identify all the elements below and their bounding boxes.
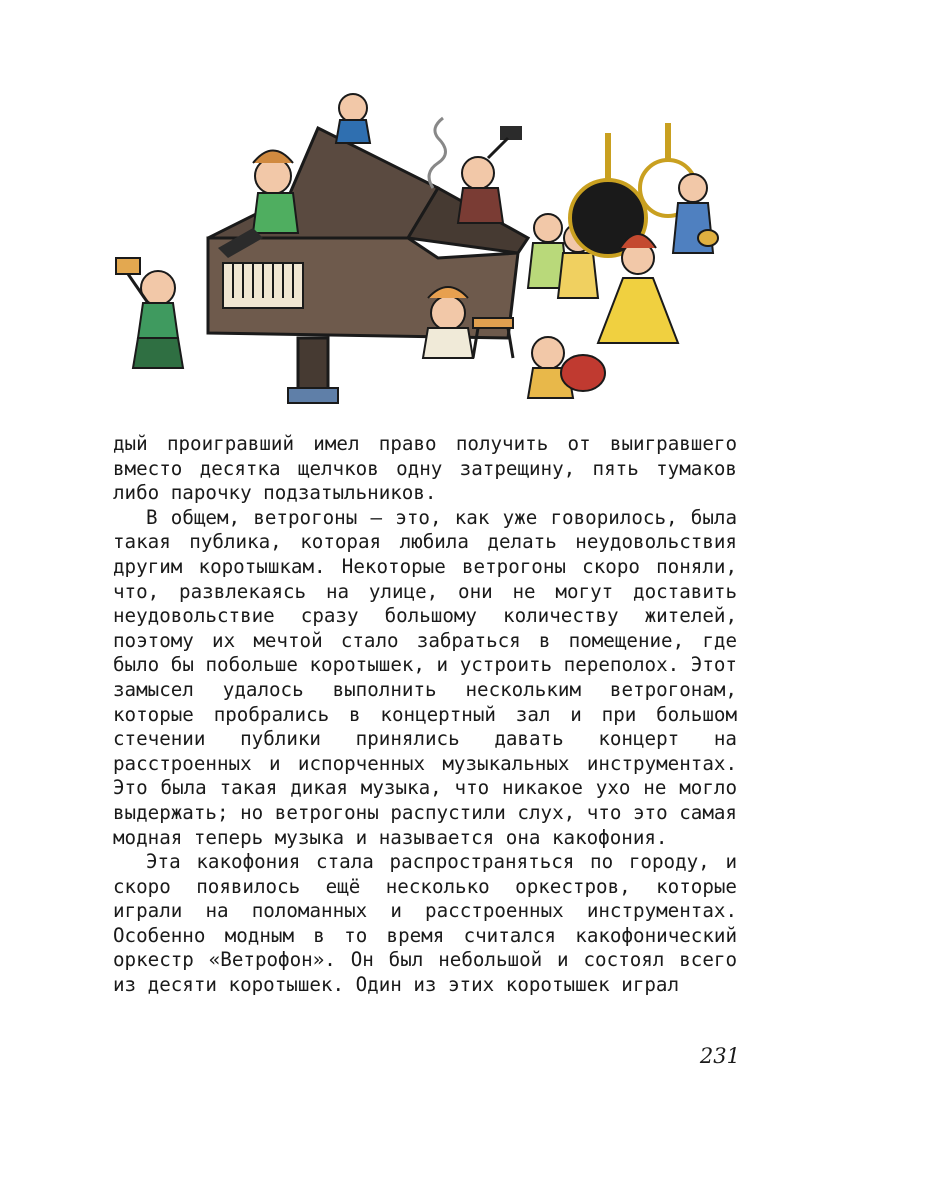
piano-orchestra-illustration-icon (108, 88, 720, 418)
grand-piano-icon (208, 128, 438, 248)
paragraph-1: дый проигравший имел право получить от выигравшего вместо десятка щелчков одну затрещину, пять тумаков либо парочку подзатыльников. (113, 432, 737, 505)
paragraph-2: В общем, ветрогоны — это, как уже говорилось, была такая публика, которая любила делать неудовольствия другим коротышкам. Некоторые ветрогоны скоро поняли, что, развлекаясь на улице, они не могут доставить неудовольствие сразу большому количеству жителей, поэтому их мечтой стало забраться в помещение, где было бы побольше коротышек, и устроить переполох. Этот замысел удалось выполнить нескольким ветрогонам, которые пробрались в концертный зал и при большом стечении публики принялись давать концерт на расстроенных и испорченных музыкальных инструментах. Это была такая дикая музыка, что никакое ухо не могло выдержать; но ветрогоны распустили слух, что это самая модная теперь музыка и называется она какофония. (113, 505, 737, 849)
paragraph-3: Эта какофония стала распространяться по городу, и скоро появилось ещё несколько оркестров, которые играли на поломанных и расстроенных инструментах. Особенно модным в то время считался какофонический оркестр «Ветрофон». Он был небольшой и состоял всего из десяти коротышек. Один из этих коротышек играл (113, 850, 737, 997)
page-number: 231 (699, 1044, 740, 1068)
body-text (113, 432, 737, 998)
